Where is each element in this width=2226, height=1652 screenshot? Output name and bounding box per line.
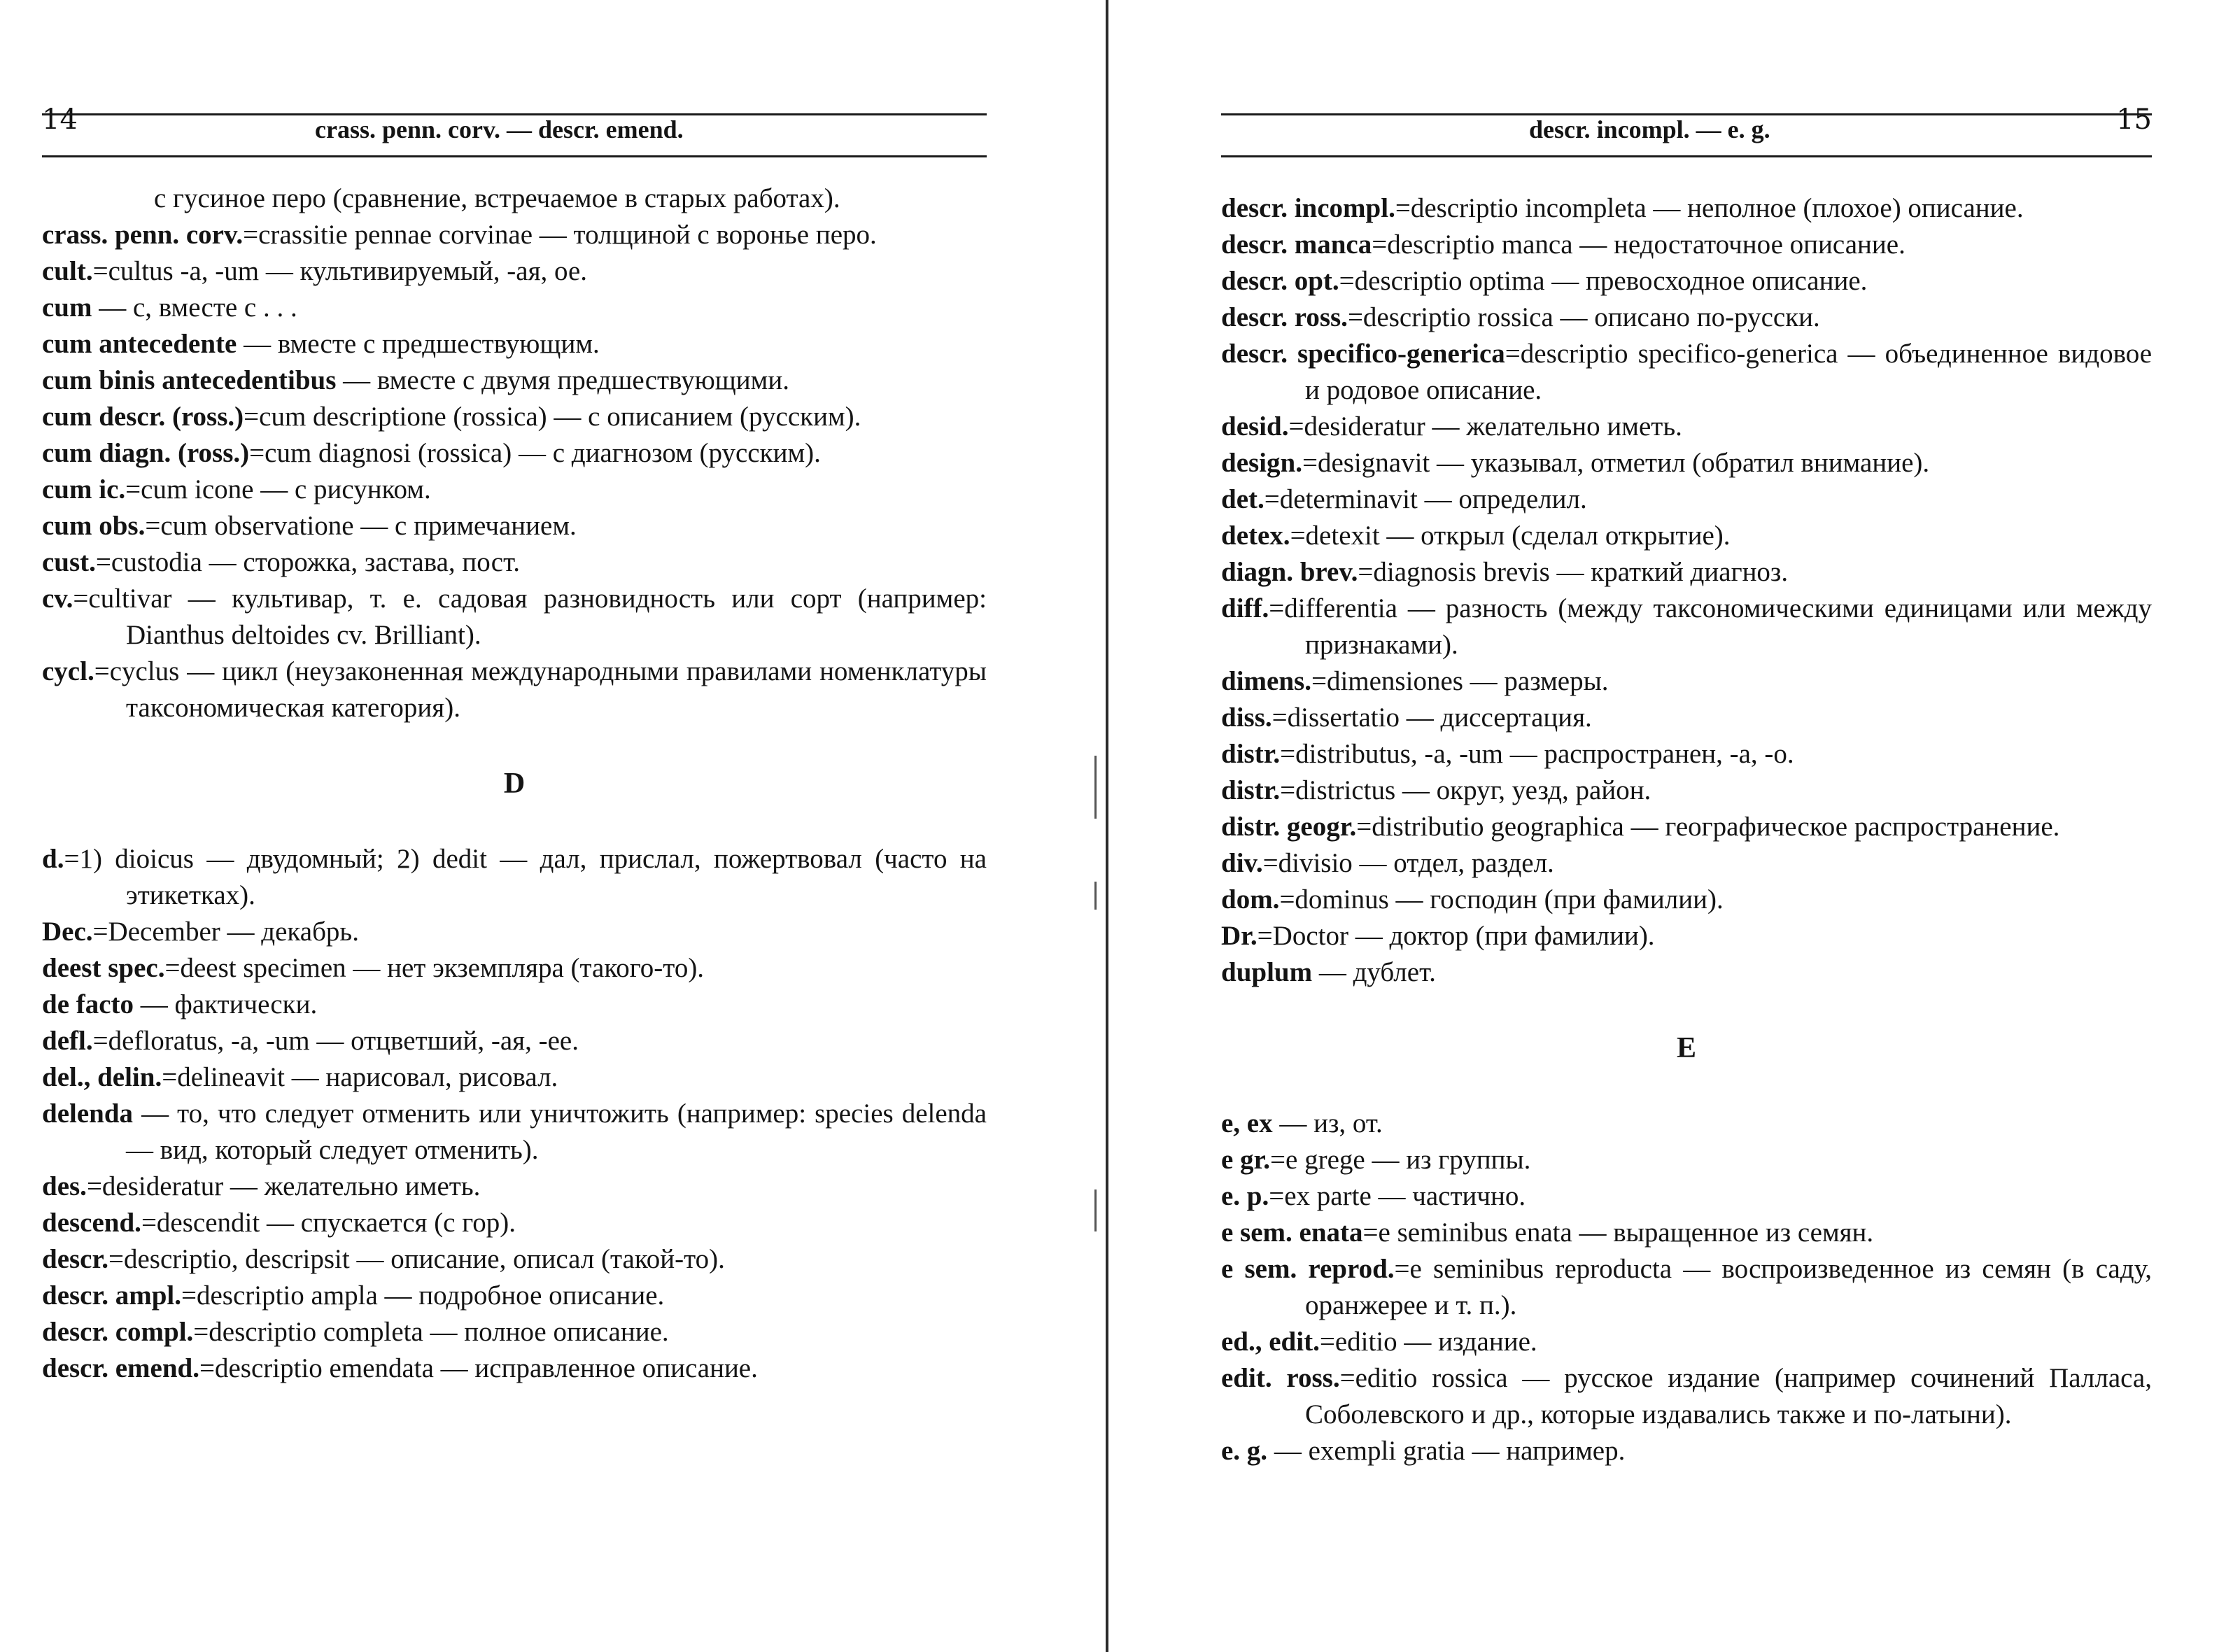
entry-headword: edit. ross. bbox=[1221, 1363, 1340, 1393]
entry-headword: des. bbox=[42, 1171, 87, 1201]
dictionary-entry bbox=[1221, 190, 2152, 227]
entry-definition: — вместе с двумя предшествующими. bbox=[336, 365, 789, 395]
entry-definition: =distributus, -a, -um — распространен, -а, -о. bbox=[1280, 739, 1794, 769]
entry-definition: =descendit — спускается (с гор). bbox=[141, 1208, 516, 1238]
entry-definition: =designavit — указывал, отметил (обратил внимание). bbox=[1302, 448, 1930, 478]
entry-definition: =descriptio rossica — описано по-русски. bbox=[1347, 302, 1820, 332]
entry-definition: =December — декабрь. bbox=[92, 917, 359, 947]
section-letter-e: E bbox=[1676, 1032, 1696, 1064]
entries-d bbox=[42, 841, 987, 1387]
header-rule-bottom bbox=[42, 155, 987, 157]
entry-definition: =dissertatio — диссертация. bbox=[1272, 703, 1592, 733]
entry-headword: defl. bbox=[42, 1026, 93, 1056]
book-gutter bbox=[1106, 0, 1108, 1652]
entry-definition: =e grege — из группы. bbox=[1270, 1145, 1531, 1175]
entry-headword: descr. opt. bbox=[1221, 266, 1339, 296]
dictionary-entry bbox=[1221, 409, 2152, 445]
entry-headword: cum antecedente bbox=[42, 329, 237, 359]
dictionary-entry bbox=[42, 987, 987, 1023]
entry-definition: =diagnosis brevis — краткий диагноз. bbox=[1358, 557, 1789, 587]
entry-definition: — вместе с предшествующим. bbox=[237, 329, 600, 359]
entry-definition: =cum descriptione (rossica) — с описанием (русским). bbox=[244, 402, 861, 432]
entry-definition: =dimensiones — размеры. bbox=[1311, 666, 1609, 696]
dictionary-entry bbox=[1221, 481, 2152, 518]
dictionary-entry bbox=[42, 1169, 987, 1205]
dictionary-entry bbox=[1221, 845, 2152, 882]
entry-definition: =desideratur — желательно иметь. bbox=[86, 1171, 481, 1201]
dictionary-entry bbox=[1221, 1142, 2152, 1178]
entry-headword: dimens. bbox=[1221, 666, 1311, 696]
entry-headword: delenda bbox=[42, 1099, 134, 1129]
entry-headword: del., delin. bbox=[42, 1062, 162, 1092]
entry-headword: descr. specifico-generica bbox=[1221, 339, 1505, 369]
entry-headword: descr. bbox=[42, 1244, 108, 1274]
dictionary-entry bbox=[1221, 518, 2152, 554]
entry-headword: descr. incompl. bbox=[1221, 193, 1395, 223]
entry-definition: — фактически. bbox=[134, 989, 318, 1019]
page-header bbox=[42, 98, 987, 161]
entry-headword: cv. bbox=[42, 584, 73, 614]
entry-headword: Dec. bbox=[42, 917, 93, 947]
entry-definition: =dominus — господин (при фамилии). bbox=[1279, 884, 1724, 915]
gutter-shadow-mark bbox=[1094, 882, 1097, 910]
dictionary-entry bbox=[42, 1350, 987, 1387]
dictionary-entry bbox=[1221, 445, 2152, 481]
dictionary-entry bbox=[1221, 227, 2152, 263]
dictionary-entry bbox=[1221, 772, 2152, 809]
entry-headword: distr. bbox=[1221, 739, 1281, 769]
dictionary-entry bbox=[42, 362, 987, 399]
entry-headword: cum ic. bbox=[42, 474, 126, 504]
running-head: descr. incompl. — e. g. bbox=[1529, 115, 1770, 143]
dictionary-entry bbox=[1221, 918, 2152, 954]
dictionary-entry bbox=[1221, 1360, 2152, 1433]
entry-headword: e. g. bbox=[1221, 1436, 1268, 1466]
entry-headword: descend. bbox=[42, 1208, 141, 1238]
entry-definition: — то, что следует отменить или уничтожить (например: species delenda — вид, который следует отменить). bbox=[126, 1099, 987, 1165]
dictionary-entry bbox=[42, 217, 987, 253]
entry-definition: =descriptio manca — недостаточное описание. bbox=[1372, 230, 1906, 260]
entry-definition: =crassitie pennae corvinae — толщиной с воронье перо. bbox=[243, 220, 877, 250]
entry-definition: =cultivar — культивар, т. е. садовая разновидность или сорт (например: Dianthus deltoides cv. Brilliant). bbox=[73, 584, 987, 650]
entry-headword: descr. emend. bbox=[42, 1353, 199, 1383]
entry-headword: e sem. reprod. bbox=[1221, 1254, 1395, 1284]
dictionary-entry bbox=[42, 1059, 987, 1096]
dictionary-entry bbox=[42, 1314, 987, 1350]
entry-definition: =cum icone — с рисунком. bbox=[125, 474, 431, 504]
dictionary-entry bbox=[1221, 1215, 2152, 1251]
running-head: crass. penn. corv. — descr. emend. bbox=[315, 115, 684, 143]
entry-definition: =divisio — отдел, раздел. bbox=[1262, 848, 1554, 878]
dictionary-entry bbox=[1221, 336, 2152, 409]
entry-headword: e sem. enata bbox=[1221, 1217, 1363, 1248]
entry-definition: =descriptio optima — превосходное описание. bbox=[1339, 266, 1868, 296]
dictionary-entry bbox=[42, 544, 987, 581]
entry-headword: descr. ampl. bbox=[42, 1280, 181, 1311]
entry-definition: =descriptio incompleta — неполное (плохое) описание. bbox=[1395, 193, 2024, 223]
entry-definition: — дублет. bbox=[1312, 957, 1436, 987]
dictionary-entry bbox=[1221, 1324, 2152, 1360]
dictionary-entry bbox=[1221, 1106, 2152, 1142]
entry-headword: diff. bbox=[1221, 593, 1269, 623]
dictionary-entry bbox=[42, 508, 987, 544]
gutter-shadow-mark bbox=[1094, 756, 1097, 819]
dictionary-entry bbox=[1221, 954, 2152, 991]
entries-d-continued bbox=[1221, 190, 2152, 991]
entry-headword: diss. bbox=[1221, 703, 1272, 733]
entry-definition: =districtus — округ, уезд, район. bbox=[1280, 775, 1651, 805]
entry-definition: =custodia — сторожка, застава, пост. bbox=[95, 547, 520, 577]
entry-headword: diagn. brev. bbox=[1221, 557, 1358, 587]
dictionary-entry bbox=[42, 290, 987, 326]
entry-definition: — exempli gratia — например. bbox=[1267, 1436, 1626, 1466]
entry-headword: descr. ross. bbox=[1221, 302, 1348, 332]
entry-headword: cum binis antecedentibus bbox=[42, 365, 337, 395]
dictionary-entry bbox=[1221, 554, 2152, 591]
entry-definition: — из, от. bbox=[1272, 1108, 1383, 1138]
dictionary-entry bbox=[42, 399, 987, 435]
entry-headword: e, ex bbox=[1221, 1108, 1273, 1138]
entry-headword: d. bbox=[42, 844, 64, 874]
page-number: 15 bbox=[2116, 104, 2152, 136]
dictionary-entry bbox=[42, 914, 987, 950]
dictionary-entry bbox=[42, 1023, 987, 1059]
entry-definition: =editio rossica — русское издание (например сочинений Палласа, Соболевского и др., которые издавались также и по-латыни). bbox=[1305, 1363, 2152, 1429]
entry-headword: distr. geogr. bbox=[1221, 812, 1357, 842]
dictionary-entry bbox=[1221, 736, 2152, 772]
dictionary-entry bbox=[1221, 882, 2152, 918]
dictionary-entry bbox=[1221, 809, 2152, 845]
entry-headword: cum bbox=[42, 292, 92, 323]
header-rule-bottom bbox=[1221, 155, 2152, 157]
dictionary-entry bbox=[42, 253, 987, 290]
entry-headword: deest spec. bbox=[42, 953, 165, 983]
dictionary-entry bbox=[42, 581, 987, 654]
dictionary-entry bbox=[1221, 263, 2152, 299]
dictionary-entry bbox=[42, 1096, 987, 1169]
entries-c bbox=[42, 217, 987, 726]
entry-headword: Dr. bbox=[1221, 921, 1258, 951]
entry-definition: =1) dioicus — двудомный; 2) dedit — дал, прислал, пожертвовал (часто на этикетках). bbox=[64, 844, 987, 910]
entry-headword: cult. bbox=[42, 256, 93, 286]
continuation-text: с гусиное перо (сравнение, встречаемое в старых работах). bbox=[154, 183, 840, 213]
entry-definition: =descriptio completa — полное описание. bbox=[193, 1317, 669, 1347]
entry-headword: cust. bbox=[42, 547, 96, 577]
entry-headword: descr. manca bbox=[1221, 230, 1372, 260]
entry-headword: cum descr. (ross.) bbox=[42, 402, 244, 432]
entry-definition: =descriptio emendata — исправленное описание. bbox=[199, 1353, 758, 1383]
dictionary-entry bbox=[1221, 663, 2152, 700]
entry-definition: =editio — издание. bbox=[1319, 1327, 1537, 1357]
dictionary-entry bbox=[42, 1278, 987, 1314]
entry-definition: =desideratur — желательно иметь. bbox=[1288, 411, 1682, 442]
entry-definition: =e seminibus enata — выращенное из семян. bbox=[1362, 1217, 1874, 1248]
dictionary-entry bbox=[42, 472, 987, 508]
entry-definition: =defloratus, -a, -um — отцветший, -ая, -ее. bbox=[92, 1026, 579, 1056]
section-letter-d: D bbox=[503, 768, 526, 800]
dictionary-entry bbox=[1221, 299, 2152, 336]
entry-definition: =cum observatione — с примечанием. bbox=[145, 511, 577, 541]
dictionary-entry bbox=[1221, 1251, 2152, 1324]
entry-headword: duplum bbox=[1221, 957, 1313, 987]
entry-headword: div. bbox=[1221, 848, 1263, 878]
dictionary-entry bbox=[42, 950, 987, 987]
entry-definition: — с, вместе с . . . bbox=[92, 292, 297, 323]
page-number: 14 bbox=[42, 104, 78, 136]
page-body bbox=[42, 181, 987, 1387]
entry-definition: =cultus -a, -um — культивируемый, -ая, ое. bbox=[92, 256, 588, 286]
entry-definition: =descriptio ampla — подробное описание. bbox=[181, 1280, 665, 1311]
dictionary-entry bbox=[42, 654, 987, 726]
entry-headword: de facto bbox=[42, 989, 134, 1019]
right-page bbox=[1221, 0, 2152, 1652]
dictionary-entry bbox=[1221, 1433, 2152, 1469]
dictionary-entry bbox=[42, 1241, 987, 1278]
entry-headword: ed., edit. bbox=[1221, 1327, 1320, 1357]
entry-headword: design. bbox=[1221, 448, 1302, 478]
entry-headword: e gr. bbox=[1221, 1145, 1271, 1175]
entry-definition: =descriptio specifico-generica — объединенное видовое и родовое описание. bbox=[1305, 339, 2152, 405]
dictionary-entry bbox=[42, 841, 987, 914]
entry-headword: cycl. bbox=[42, 656, 94, 686]
page-body bbox=[1221, 190, 2152, 1469]
dictionary-entry bbox=[1221, 591, 2152, 663]
entry-definition: =delineavit — нарисовал, рисовал. bbox=[162, 1062, 558, 1092]
page-header bbox=[1221, 98, 2152, 161]
entry-headword: crass. penn. corv. bbox=[42, 220, 244, 250]
dictionary-entry bbox=[42, 326, 987, 362]
entry-headword: detex. bbox=[1221, 521, 1290, 551]
left-page bbox=[42, 0, 987, 1652]
entry-definition: =e seminibus reproducta — воспроизведенное из семян (в саду, оранжерее и т. п.). bbox=[1305, 1254, 2152, 1320]
entry-definition: =cyclus — цикл (неузаконенная международными правилами номенклатуры таксономическая категория). bbox=[94, 656, 987, 723]
entry-headword: det. bbox=[1221, 484, 1265, 514]
dictionary-entry bbox=[42, 1205, 987, 1241]
entry-headword: dom. bbox=[1221, 884, 1280, 915]
entry-definition: =ex parte — частично. bbox=[1269, 1181, 1526, 1211]
entry-headword: desid. bbox=[1221, 411, 1289, 442]
gutter-shadow-mark bbox=[1094, 1189, 1097, 1231]
entry-headword: cum obs. bbox=[42, 511, 146, 541]
entry-headword: e. p. bbox=[1221, 1181, 1269, 1211]
entry-definition: =determinavit — определил. bbox=[1264, 484, 1587, 514]
entry-headword: distr. bbox=[1221, 775, 1281, 805]
dictionary-entry bbox=[1221, 1178, 2152, 1215]
entry-definition: =deest specimen — нет экземпляра (такого-то). bbox=[164, 953, 705, 983]
dictionary-entry bbox=[1221, 700, 2152, 736]
entry-definition: =Doctor — доктор (при фамилии). bbox=[1257, 921, 1655, 951]
entries-e bbox=[1221, 1106, 2152, 1469]
entry-definition: =descriptio, descripsit — описание, описал (такой-то). bbox=[108, 1244, 725, 1274]
entry-definition: =detexit — открыл (сделал открытие). bbox=[1290, 521, 1731, 551]
entry-definition: =differentia — разность (между таксономическими единицами или между признаками). bbox=[1269, 593, 2152, 660]
dictionary-entry bbox=[42, 435, 987, 472]
entry-definition: =cum diagnosi (rossica) — с диагнозом (русским). bbox=[249, 438, 821, 468]
entry-definition: =distributio geographica — географическое распространение. bbox=[1356, 812, 2060, 842]
entry-headword: cum diagn. (ross.) bbox=[42, 438, 250, 468]
entry-headword: descr. compl. bbox=[42, 1317, 194, 1347]
